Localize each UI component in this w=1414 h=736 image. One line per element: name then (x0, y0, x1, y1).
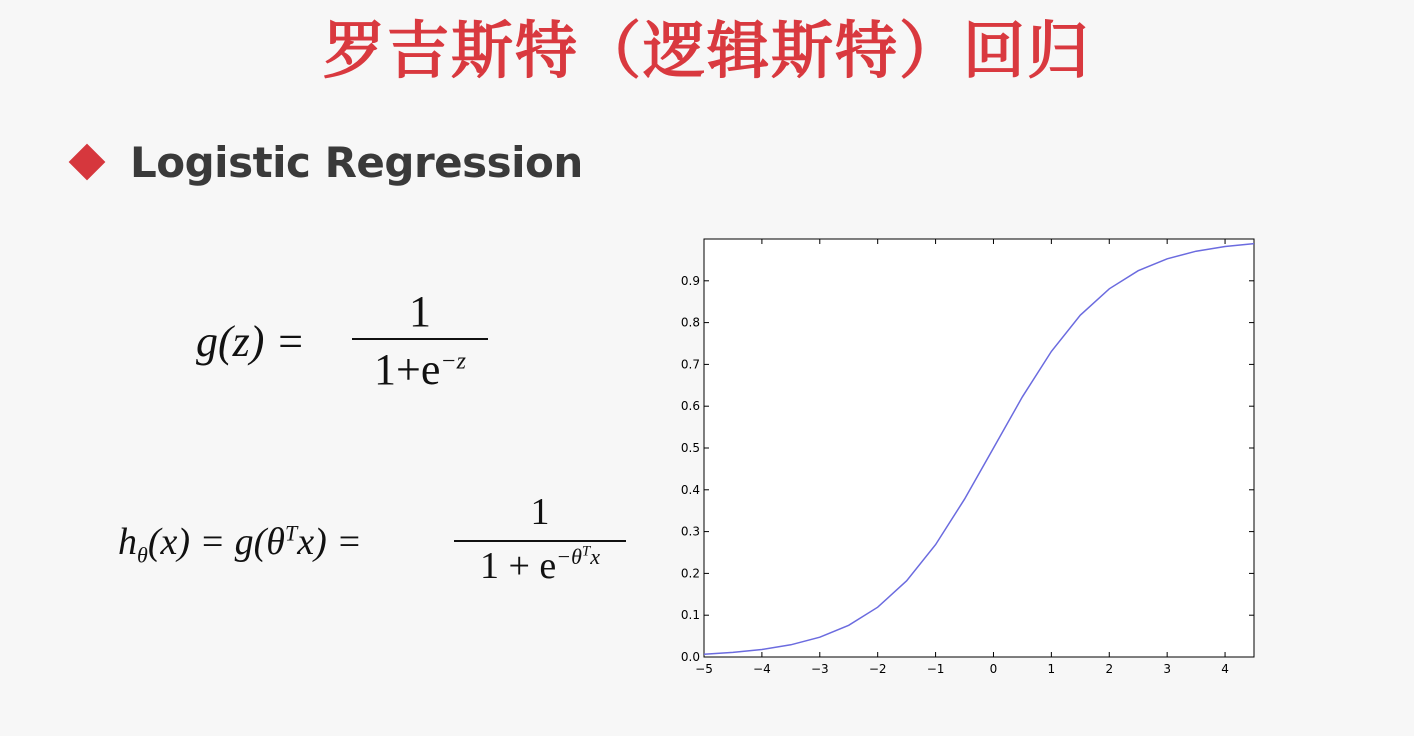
formula2-h-sup: T (284, 520, 298, 546)
formula1-fraction-bar (352, 338, 488, 340)
hypothesis-formula (118, 490, 638, 590)
diamond-icon (69, 144, 106, 181)
formula2-h-tail: x) = (297, 521, 362, 563)
x-tick-label: −5 (695, 662, 713, 676)
x-tick-label: −1 (926, 662, 945, 676)
y-tick-label: 0.5 (680, 441, 700, 455)
chart-svg (660, 228, 1270, 678)
y-tick-label: 0.4 (680, 482, 700, 497)
formula2-den-exp-sup: T (581, 544, 591, 561)
formula2-fraction-bar (454, 540, 626, 542)
x-tick-label: −2 (868, 662, 887, 676)
bullet-item (74, 132, 583, 192)
formula2-h: h (118, 521, 137, 563)
y-tick-label: 0.0 (680, 650, 700, 664)
formula2-lhs (118, 520, 362, 569)
x-tick-label: 3 (1163, 662, 1171, 676)
x-tick-label: −3 (810, 662, 829, 676)
x-tick-label: 2 (1105, 662, 1114, 676)
formula1-den-base: 1+e (374, 345, 441, 394)
plot-frame (704, 239, 1254, 657)
sigmoid-chart (660, 228, 1270, 678)
y-tick-label: 0.9 (680, 273, 700, 288)
x-tick-label: 0 (989, 662, 998, 676)
formula2-den-exp: −θ (556, 544, 582, 570)
x-tick-label: 4 (1221, 662, 1229, 676)
formula2-numerator: 1 (530, 491, 550, 533)
formula2-den-base: 1 + e (479, 545, 557, 587)
sigmoid-formula (196, 286, 516, 396)
formula1-lhs-text: g(z) = (196, 317, 306, 366)
formula2-denominator (454, 544, 626, 588)
bullet-text: Logistic Regression (130, 137, 583, 187)
formula1-den-exp: −z (440, 348, 466, 375)
y-tick-label: 0.6 (680, 399, 700, 414)
x-tick-label: −4 (753, 662, 771, 676)
formula2-h-arg: (x) = g(θ (147, 521, 285, 563)
x-tick-label: 1 (1047, 662, 1056, 676)
y-tick-label: 0.7 (680, 357, 700, 372)
formula1-lhs (196, 316, 305, 367)
formula1-denominator (352, 344, 488, 395)
y-tick-label: 0.2 (680, 566, 700, 581)
formula2-h-sub: θ (137, 542, 148, 568)
slide-title: 罗吉斯特（逻辑斯特）回归 (322, 14, 1091, 87)
formula2-den-exp-tail: x (590, 544, 601, 570)
formula1-numerator: 1 (409, 287, 431, 336)
y-tick-label: 0.8 (680, 315, 700, 330)
y-tick-label: 0.1 (680, 608, 700, 623)
y-tick-label: 0.3 (680, 524, 700, 539)
